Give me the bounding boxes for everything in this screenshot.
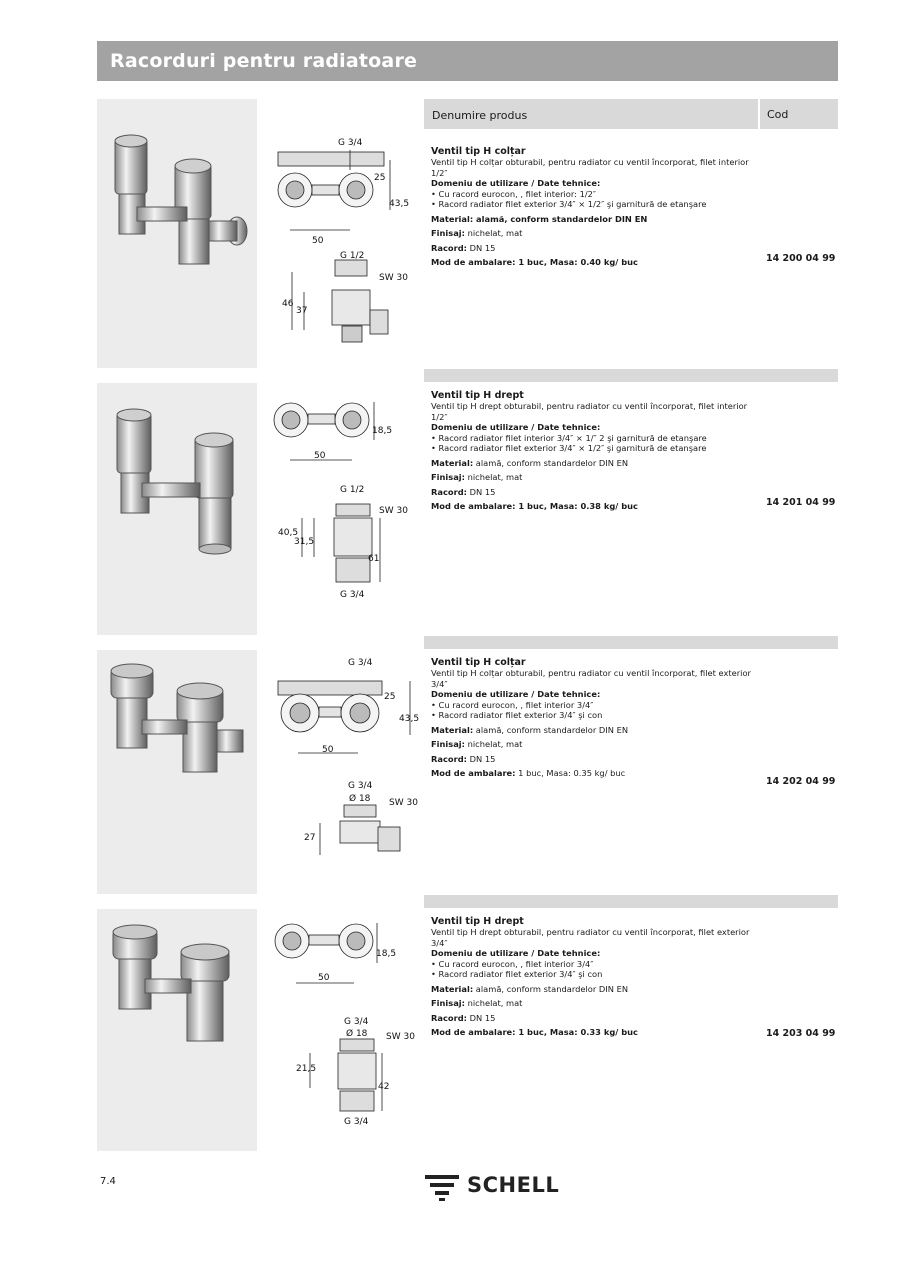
product-description	[431, 146, 761, 268]
domain-label: Domeniu de utilizare / Date tehnice:	[431, 689, 601, 699]
spec-bullet: • Racord radiator filet exterior 3/4″ × 1/2″ şi garnitură de etanşare	[431, 443, 707, 453]
column-header-code-label: Cod	[767, 108, 789, 121]
straight-valve-photo	[97, 383, 257, 635]
connection-label: Racord:	[431, 753, 467, 764]
connection-value: DN 15	[466, 486, 496, 497]
dim-label: 21,5	[296, 1064, 317, 1074]
material-line: Material: alamă, conform standardelor DIN EN	[431, 213, 648, 224]
technical-drawing	[262, 655, 420, 870]
spec-bullet: • Racord radiator filet exterior 3/4″ × 1/2″ şi garnitură de etanşare	[431, 199, 707, 209]
column-header-code	[760, 99, 838, 129]
column-header-name-label: Denumire produs	[432, 109, 528, 122]
dim-label: 27	[304, 833, 316, 843]
connection-value: DN 15	[466, 753, 496, 764]
column-header-name	[424, 99, 758, 129]
dim-label: 42	[378, 1082, 390, 1092]
dim-label: 40,5	[278, 528, 299, 538]
dim-label: G 1/2	[340, 251, 365, 261]
finish-label: Finisaj:	[431, 472, 465, 482]
dim-label: 43,5	[389, 199, 410, 209]
dim-label: G 3/4	[348, 658, 373, 668]
finish-value: nichelat, mat	[464, 228, 523, 238]
connection-value: DN 15	[466, 1012, 496, 1023]
product-photo	[97, 909, 257, 1151]
page-header	[97, 41, 838, 81]
product-description: Ventil tip H drept Ventil tip H drept obturabil, pentru radiator cu ventil încorporat, filet exterior 3/4″ Domeniu de utilizare / Date tehnice: • Cu racord eurocon, , filet interior 3/4″ • Racord radiator filet exterior 3/4″ şi con Material: alamă, conform standardelor DIN EN Finisaj: nichelat, mat Racord: DN 15 Mod de ambalare: 1 buc, Masa: 0.33 kg/ buc	[431, 916, 761, 1038]
product-photo	[97, 99, 257, 368]
packaging-line: Mod de ambalare: 1 buc, Masa: 0.40 kg/ buc	[431, 257, 638, 267]
connection-label: Racord:	[431, 486, 467, 497]
dim-label: 50	[322, 745, 334, 755]
spec-bullet: • Racord radiator filet interior 3/4″ × 1/″ 2 şi garnitură de etanşare	[431, 432, 707, 443]
row-separator	[424, 895, 838, 908]
dim-label: 50	[312, 236, 324, 246]
domain-label: Domeniu de utilizare / Date tehnice:	[431, 178, 601, 188]
finish-value: nichelat, mat	[464, 998, 523, 1008]
spec-bullet: • Racord radiator filet exterior 3/4″ şi con	[431, 969, 603, 979]
dim-label: 50	[318, 973, 330, 983]
spec-bullet: • Cu racord eurocon, , filet interior 3/4″	[431, 958, 594, 969]
dim-label: G 3/4	[344, 1117, 369, 1127]
finish-label: Finisaj:	[431, 998, 465, 1008]
domain-label: Domeniu de utilizare / Date tehnice:	[431, 422, 601, 432]
dim-label: 46	[282, 299, 294, 309]
product-summary: Ventil tip H colțar obturabil, pentru radiator cu ventil încorporat, filet exterior 3/4″	[431, 668, 751, 689]
product-code: 14 200 04 99	[766, 253, 836, 264]
dim-label: 18,5	[376, 949, 397, 959]
technical-drawing	[262, 913, 420, 1128]
dim-label: SW 30	[389, 798, 418, 808]
dim-label: 37	[296, 306, 308, 316]
product-code: 14 203 04 99	[766, 1028, 836, 1039]
product-summary: Ventil tip H colțar obturabil, pentru radiator cu ventil încorporat, filet interior 1/2″	[431, 157, 749, 178]
brand-name: SCHELL	[467, 1173, 560, 1197]
dim-label: 31,5	[294, 537, 315, 547]
finish-value: nichelat, mat	[464, 739, 523, 749]
dim-label: SW 30	[379, 273, 408, 283]
row-separator	[424, 369, 838, 382]
product-name: Ventil tip H colțar	[431, 146, 526, 157]
finish-value: nichelat, mat	[464, 472, 523, 482]
dim-label: 43,5	[399, 714, 420, 724]
product-summary: Ventil tip H drept obturabil, pentru radiator cu ventil încorporat, filet interior 1/2″	[431, 401, 748, 422]
page-title: Racorduri pentru radiatoare	[110, 50, 418, 72]
dim-label: G 3/4	[344, 1017, 369, 1027]
dim-label: Ø 18	[346, 1029, 368, 1039]
dim-label: G 1/2	[340, 485, 365, 495]
product-name: Ventil tip H drept	[431, 916, 524, 927]
product-name: Ventil tip H drept	[431, 390, 524, 401]
product-name: Ventil tip H colțar	[431, 657, 526, 668]
dim-label: G 3/4	[340, 590, 365, 600]
spec-bullet: • Racord radiator filet exterior 3/4″ şi con	[431, 710, 603, 720]
product-photo	[97, 383, 257, 635]
brand-logo	[425, 1172, 560, 1206]
dim-label: SW 30	[379, 506, 408, 516]
dim-label: 61	[368, 554, 380, 564]
technical-drawing	[262, 392, 420, 607]
packaging-line: Mod de ambalare: 1 buc, Masa: 0.38 kg/ buc	[431, 501, 638, 511]
straight-valve-photo	[97, 909, 257, 1151]
dim-label: SW 30	[386, 1032, 415, 1042]
schell-logo-icon	[425, 1172, 465, 1202]
technical-drawing	[262, 130, 420, 345]
spec-bullet: • Cu racord eurocon, , filet interior: 1/2″	[431, 188, 597, 199]
finish-label: Finisaj:	[431, 739, 465, 749]
product-code: 14 202 04 99	[766, 776, 836, 787]
dim-label: Ø 18	[349, 794, 371, 804]
dim-label: G 3/4	[348, 781, 373, 791]
product-summary: Ventil tip H drept obturabil, pentru radiator cu ventil încorporat, filet exterior 3/4″	[431, 927, 750, 948]
packaging-line: Mod de ambalare: 1 buc, Masa: 0.33 kg/ buc	[431, 1027, 638, 1037]
dim-label: G 3/4	[338, 138, 363, 148]
product-code: 14 201 04 99	[766, 497, 836, 508]
spec-bullet: • Cu racord eurocon, , filet interior 3/4″	[431, 699, 594, 710]
dim-label: 50	[314, 451, 326, 461]
dim-label: 25	[384, 692, 396, 702]
product-description: Ventil tip H drept Ventil tip H drept obturabil, pentru radiator cu ventil încorporat, filet interior 1/2″ Domeniu de utilizare / Date tehnice: • Racord radiator filet interior 3/4″ × 1/″ 2 şi garnitură de etanşare • Racord radiator filet exterior 3/4″ × 1/2″ şi garnitură de etanşare Material: alamă, conform standardelor DIN EN Finisaj: nichelat, mat Racord: DN 15 Mod de ambalare: 1 buc, Masa: 0.38 kg/ buc	[431, 390, 761, 512]
finish-label: Finisaj:	[431, 228, 465, 238]
domain-label: Domeniu de utilizare / Date tehnice:	[431, 948, 601, 958]
connection-label: Racord:	[431, 242, 467, 253]
connection-label: Racord:	[431, 1012, 467, 1023]
product-description: Ventil tip H colțar Ventil tip H colțar obturabil, pentru radiator cu ventil încorporat, filet exterior 3/4″ Domeniu de utilizare / Date tehnice: • Cu racord eurocon, , filet interior 3/4″ • Racord radiator filet exterior 3/4″ şi con Material: alamă, conform standardelor DIN EN Finisaj: nichelat, mat Racord: DN 15 Mod de ambalare: 1 buc, Masa: 0.35 kg/ buc	[431, 657, 761, 779]
dim-label: 25	[374, 173, 386, 183]
row-separator	[424, 636, 838, 649]
angle-valve-photo	[97, 99, 257, 368]
angle-valve-photo	[97, 650, 257, 894]
page-number: 7.4	[100, 1176, 116, 1187]
connection-value: DN 15	[466, 242, 496, 253]
dim-label: 18,5	[372, 426, 393, 436]
product-photo	[97, 650, 257, 894]
